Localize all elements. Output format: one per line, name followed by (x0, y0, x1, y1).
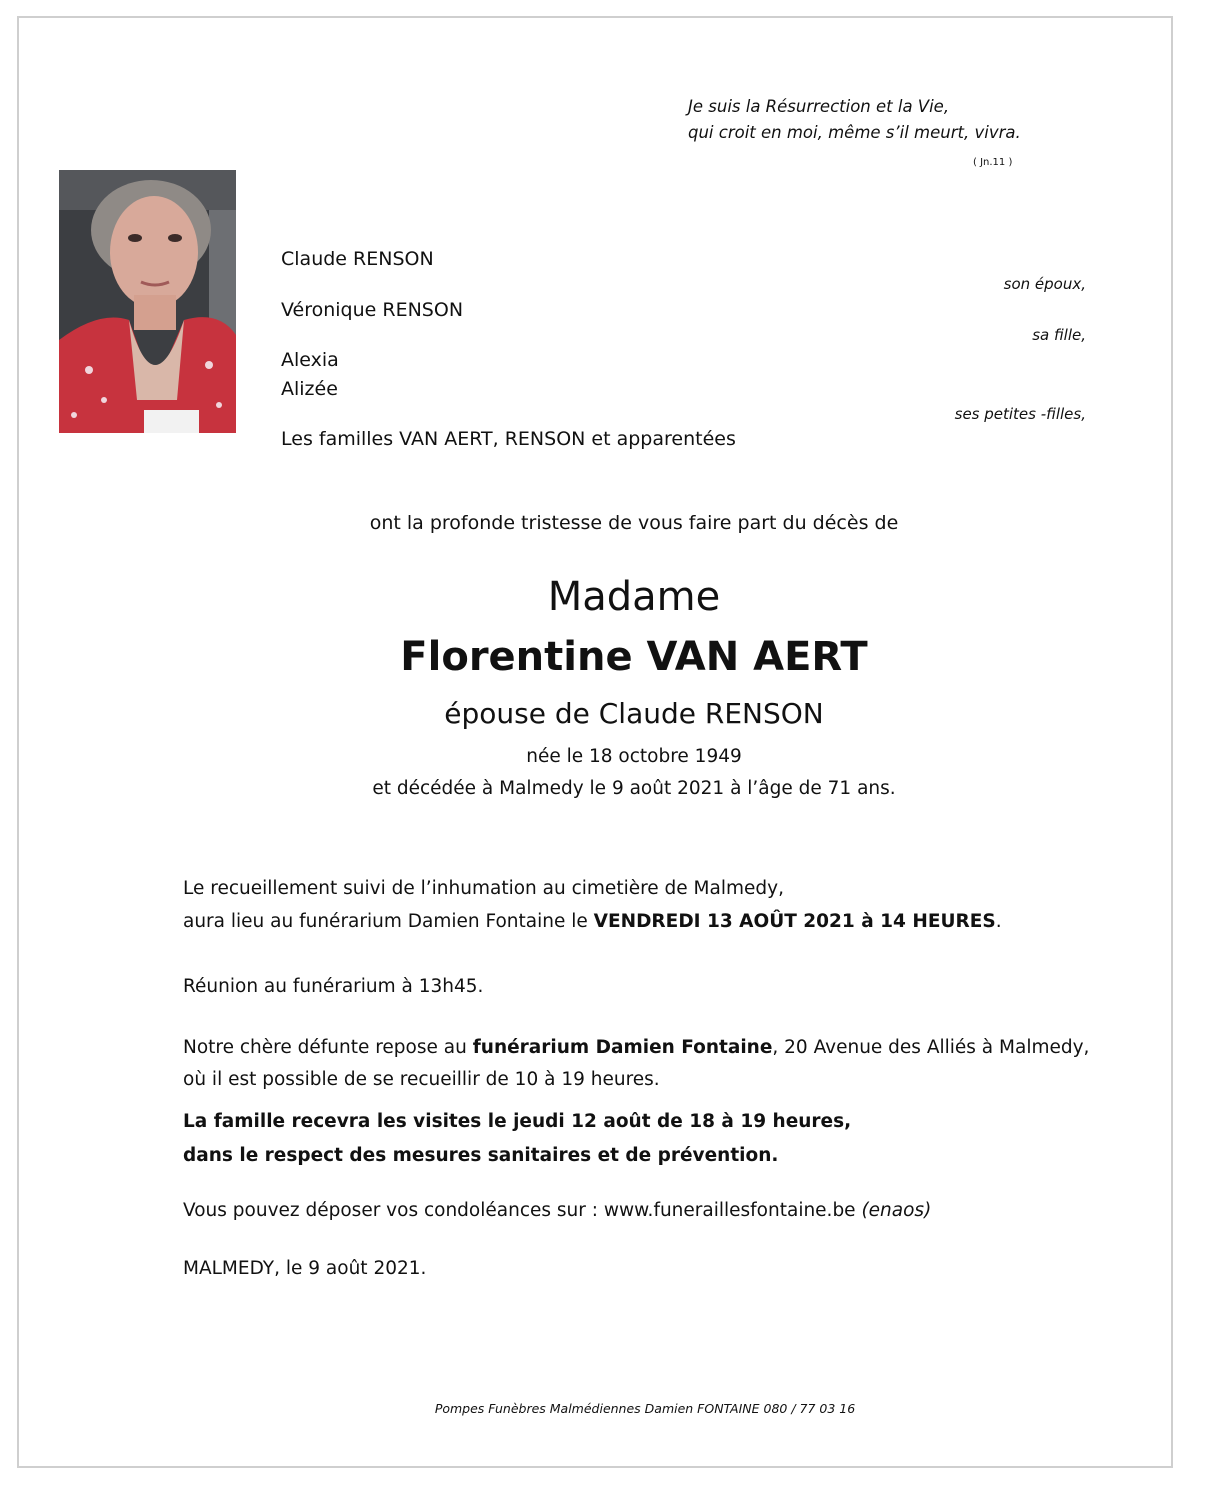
deceased-death: et décédée à Malmedy le 9 août 2021 à l’âge de 71 ans. (372, 778, 896, 799)
family-granddaughter-2: Alizée (281, 378, 338, 400)
condolences-text: Vous pouvez déposer vos condoléances sur : www.funeraillesfontaine.be (183, 1200, 862, 1221)
quote-line-2: qui croit en moi, même s’il meurt, vivra. (688, 123, 1021, 142)
ceremony-text: aura lieu au funérarium Damien Fontaine le (183, 911, 594, 932)
meeting-info: Réunion au funérarium à 13h45. (183, 976, 484, 997)
family-granddaughter-1: Alexia (281, 349, 339, 371)
deceased-title: Madame (547, 574, 721, 620)
deceased-name: Florentine VAN AERT (400, 634, 868, 680)
deceased-birth: née le 18 octobre 1949 (526, 746, 742, 767)
visits-line-1: La famille recevra les visites le jeudi 12 août de 18 à 19 heures, (183, 1111, 852, 1132)
quote-reference: ( Jn.11 ) (973, 157, 1013, 168)
ceremony-line-1: Le recueillement suivi de l’inhumation au cimetière de Malmedy, (183, 878, 784, 899)
condolences-note: (enaos) (861, 1200, 932, 1221)
ceremony-period: . (995, 911, 1002, 932)
announcement: ont la profonde tristesse de vous faire part du décès de (369, 512, 899, 534)
visits-line-2: dans le respect des mesures sanitaires et de prévention. (183, 1145, 779, 1166)
condolences-line (183, 1200, 931, 1221)
place-date: MALMEDY, le 9 août 2021. (183, 1258, 427, 1279)
rest-text: Notre chère défunte repose au (183, 1037, 473, 1058)
family-spouse: Claude RENSON (281, 248, 434, 270)
ceremony-line-2 (183, 911, 1002, 932)
deceased-spouse-line: épouse de Claude RENSON (444, 697, 824, 730)
deceased-photo (59, 170, 236, 433)
rest-line-1 (183, 1037, 1089, 1058)
rest-line-2: où il est possible de se recueillir de 10 à 19 heures. (183, 1069, 660, 1090)
family-granddaughters-role: ses petites -filles, (954, 405, 1086, 423)
quote-line-1: Je suis la Résurrection et la Vie, (688, 97, 950, 116)
family-extended: Les familles VAN AERT, RENSON et apparentées (281, 428, 736, 450)
footer-funeral-home: Pompes Funèbres Malmédiennes Damien FONTAINE 080 / 77 03 16 (434, 1401, 856, 1416)
rest-address: , 20 Avenue des Alliés à Malmedy, (772, 1037, 1090, 1058)
ceremony-datetime: VENDREDI 13 AOÛT 2021 à 14 HEURES (593, 911, 996, 932)
family-daughter: Véronique RENSON (281, 299, 464, 321)
family-spouse-role: son époux, (1003, 275, 1086, 293)
family-daughter-role: sa fille, (1032, 326, 1086, 344)
rest-location: funérarium Damien Fontaine (472, 1037, 773, 1058)
